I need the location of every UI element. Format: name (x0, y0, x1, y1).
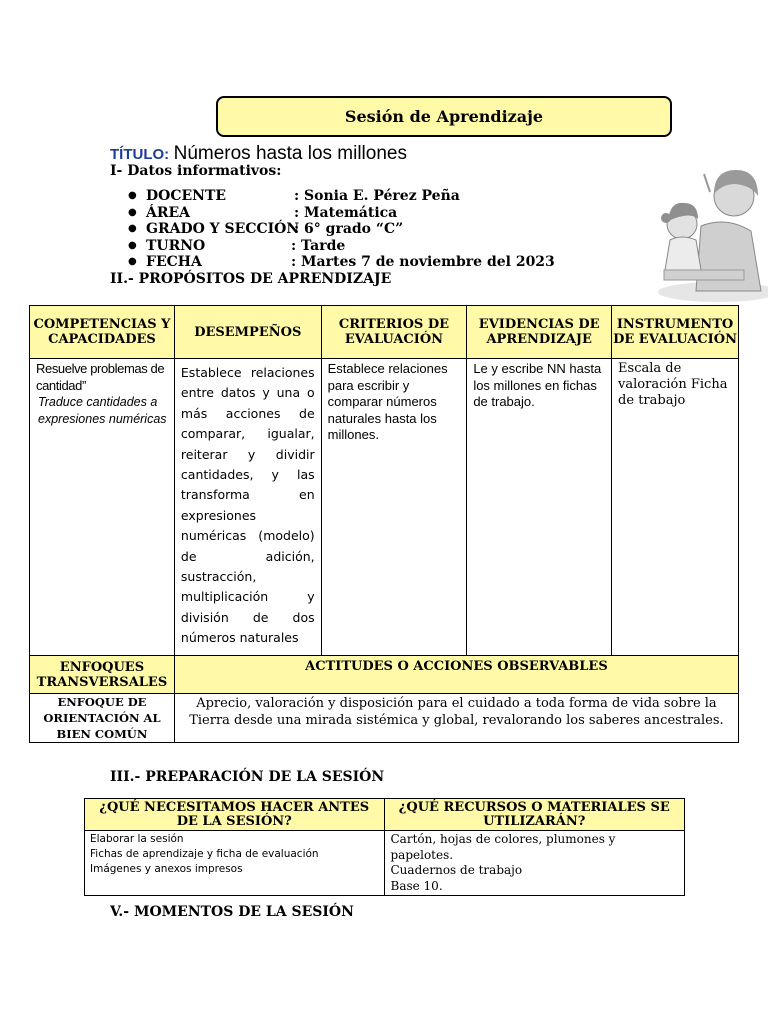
section-datos-informativos: I- Datos informativos: (110, 163, 282, 179)
enfoque-text: Aprecio, valoración y disposición para el cuidado a toda forma de vida sobre la Tierra desde una mirada sistémica y global, revalorando los saberes ancestrales. (174, 694, 738, 743)
bullet-icon: ● (128, 223, 137, 234)
header-actitudes: ACTITUDES O ACCIONES OBSERVABLES (174, 656, 738, 694)
list-item: Cartón, hojas de colores, plumones y papelotes. (390, 832, 616, 862)
info-row-grado (128, 221, 555, 238)
info-row-turno (128, 238, 555, 255)
purposes-table (29, 305, 739, 743)
info-key: GRADO Y SECCIÓN (146, 221, 300, 237)
section-momentos: V.- MOMENTOS DE LA SESIÓN (110, 904, 354, 920)
info-row-docente (128, 188, 555, 205)
list-item: Imágenes y anexos impresos (90, 863, 243, 875)
section-preparacion: III.- PREPARACIÓN DE LA SESIÓN (110, 769, 385, 785)
bullet-icon: ● (128, 256, 137, 267)
teacher-and-student-illustration (646, 166, 768, 304)
section-propositos: II.- PROPÓSITOS DE APRENDIZAJE (110, 271, 392, 287)
competencia-text: Resuelve problemas de cantidad” (36, 361, 165, 393)
header-desempenos: DESEMPEÑOS (174, 306, 321, 359)
list-item: Elaborar la sesión (90, 833, 184, 845)
header-antes: ¿QUÉ NECESITAMOS HACER ANTES DE LA SESIÓN? (85, 799, 385, 831)
cell-recursos (384, 831, 685, 896)
info-value: : Sonia E. Pérez Peña (294, 188, 460, 204)
lesson-title (110, 143, 407, 165)
list-item: Base 10. (390, 878, 443, 893)
list-item: Cuadernos de trabajo (390, 863, 523, 877)
cell-instrumento: Escala de valoración Ficha de trabajo (612, 359, 739, 656)
enfoque-name: ENFOQUE DE ORIENTACIÓN AL BIEN COMÚN (30, 694, 175, 743)
info-value: : 6° grado “C” (294, 221, 404, 237)
cell-desempeno: Establece relaciones entre datos y una o más acciones de comparar, igualar, reiterar y dividir cantidades, y las transforma en expresiones numéricas (modelo) de adición, sustracción, multiplicación y división de dos números naturales (174, 359, 321, 656)
info-key: FECHA (146, 254, 202, 270)
bullet-icon: ● (128, 239, 137, 251)
header-recursos: ¿QUÉ RECURSOS O MATERIALES SE UTILIZARÁN? (384, 799, 685, 831)
bullet-icon: ● (128, 206, 137, 218)
header-competencias: COMPETENCIAS Y CAPACIDADES (30, 306, 175, 359)
info-value: : Tarde (291, 237, 346, 254)
info-row-fecha (128, 254, 555, 271)
info-row-area (128, 205, 555, 222)
cell-criterio: Establece relaciones para escribir y comparar números naturales hasta los millones. (321, 359, 467, 656)
info-list (128, 188, 555, 271)
list-item: Fichas de aprendizaje y ficha de evaluación (90, 848, 319, 860)
session-title: Sesión de Aprendizaje (344, 107, 544, 126)
header-enfoques: ENFOQUES TRANSVERSALES (30, 656, 175, 694)
lesson-title-label: TÍTULO: (110, 146, 170, 163)
capacidad-text: Traduce cantidades a expresiones numéricas (38, 395, 167, 426)
lesson-title-value: Números hasta los millones (173, 143, 407, 164)
info-key: TURNO (146, 237, 206, 254)
header-instrumento: INSTRUMENTO DE EVALUACIÓN (612, 306, 739, 359)
cell-evidencia: Le y escribe NN hasta los millones en fichas de trabajo. (467, 359, 612, 656)
bullet-icon: ● (128, 190, 137, 201)
cell-competencia (30, 359, 175, 656)
cell-antes (85, 831, 385, 896)
preparation-table (84, 798, 685, 896)
header-criterios: CRITERIOS DE EVALUACIÓN (321, 306, 467, 359)
session-title-box (216, 96, 672, 137)
info-key: DOCENTE (146, 188, 227, 204)
info-value: : Matemática (294, 204, 398, 221)
info-value: : Martes 7 de noviembre del 2023 (291, 254, 555, 270)
info-key: ÁREA (146, 204, 191, 221)
header-evidencias: EVIDENCIAS DE APRENDIZAJE (467, 306, 612, 359)
